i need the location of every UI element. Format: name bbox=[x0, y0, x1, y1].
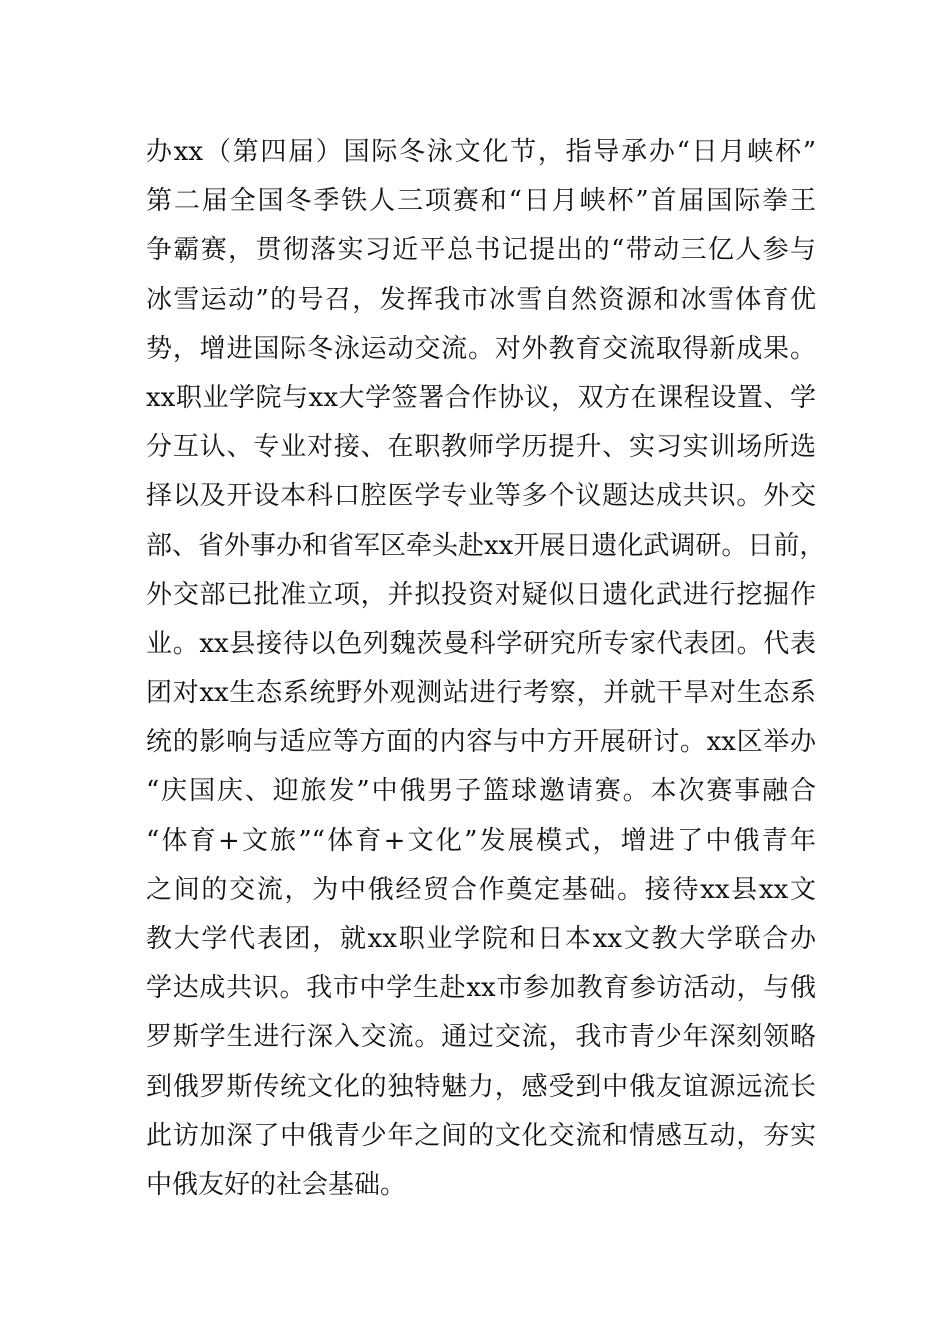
text-line: 部、省外事办和省军区牵头赴xx开展日遗化武调研。日前， bbox=[146, 530, 826, 561]
text-line: 之间的交流，为中俄经贸合作奠定基础。接待xx县xx文 bbox=[146, 874, 816, 905]
text-line: 教大学代表团，就xx职业学院和日本xx文教大学联合办 bbox=[146, 924, 816, 954]
text-line: 学达成共识。我市中学生赴xx市参加教育参访活动，与俄 bbox=[146, 973, 816, 1004]
text-line: 外交部已批准立项，并拟投资对疑似日遗化武进行挖掘作 bbox=[146, 579, 816, 610]
text-line: 第二届全国冬季铁人三项赛和“日月峡杯”首届国际拳王 bbox=[146, 186, 816, 217]
text-line: “庆国庆、迎旅发”中俄男子篮球邀请赛。本次赛事融合 bbox=[146, 776, 816, 807]
text-line-last: 中俄友好的社会基础。 bbox=[146, 1169, 407, 1200]
text-line: 团对xx生态系统野外观测站进行考察，并就干旱对生态系 bbox=[146, 678, 816, 709]
text-line: 势，增进国际冬泳运动交流。对外教育交流取得新成果。 bbox=[146, 333, 816, 364]
text-line: 冰雪运动”的号召，发挥我市冰雪自然资源和冰雪体育优 bbox=[146, 284, 816, 315]
text-line: 择以及开设本科口腔医学专业等多个议题达成共识。外交 bbox=[146, 481, 816, 512]
text-line: 统的影响与适应等方面的内容与中方开展研讨。xx区举办 bbox=[146, 727, 816, 758]
text-line: 业。xx县接待以色列魏茨曼科学研究所专家代表团。代表 bbox=[146, 628, 816, 659]
text-line: 争霸赛，贯彻落实习近平总书记提出的“带动三亿人参与 bbox=[146, 235, 816, 266]
body-paragraph bbox=[146, 128, 826, 1210]
text-line: “体育+文旅”“体育+文化”发展模式，增进了中俄青年 bbox=[146, 825, 816, 856]
text-line: 此访加深了中俄青少年之间的文化交流和情感互动，夯实 bbox=[146, 1120, 816, 1151]
text-line: 罗斯学生进行深入交流。通过交流，我市青少年深刻领略 bbox=[146, 1022, 816, 1053]
text-line: xx职业学院与xx大学签署合作协议，双方在课程设置、学 bbox=[146, 382, 816, 413]
text-line: 办xx（第四届）国际冬泳文化节，指导承办“日月峡杯” bbox=[146, 137, 816, 167]
text-line: 分互认、专业对接、在职教师学历提升、实习实训场所选 bbox=[146, 432, 816, 463]
text-line: 到俄罗斯传统文化的独特魅力，感受到中俄友谊源远流长 bbox=[146, 1071, 816, 1102]
